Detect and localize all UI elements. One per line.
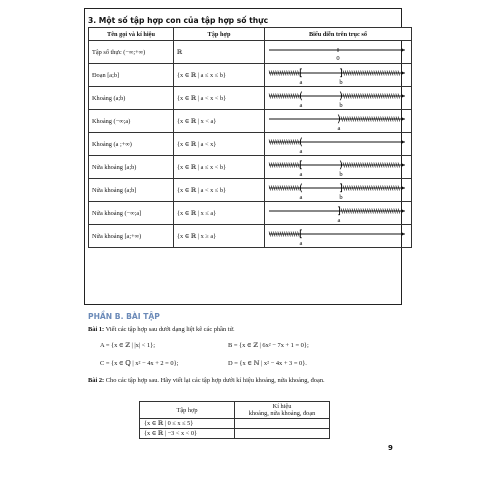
interval-bracket: ( — [299, 183, 303, 195]
interval-bracket: ] — [339, 183, 343, 195]
interval-bracket: ( — [299, 91, 303, 103]
table-row — [89, 41, 412, 64]
table-row — [89, 179, 412, 202]
number-line — [265, 202, 411, 224]
part-b-title: PHẦN B. BÀI TẬP — [88, 312, 160, 321]
axis-arrow — [401, 117, 405, 121]
row-name: Khoảng (−∞;a) — [89, 110, 174, 133]
bai2-label: Bài 2: — [88, 377, 105, 384]
row-set: {x ∈ ℝ | a ≤ x ≤ b} — [174, 64, 265, 87]
axis-point-label: b — [339, 79, 343, 86]
row-name: Tập số thực (−∞;+∞) — [89, 41, 174, 64]
axis-arrow — [401, 163, 405, 167]
axis-point-label: a — [299, 79, 303, 86]
row-name: Nửa khoảng (−∞;a] — [89, 202, 174, 225]
row-set: {x ∈ ℝ | a < x < b} — [174, 87, 265, 110]
row-set: {x ∈ ℝ | x < a} — [174, 110, 265, 133]
exercise-set-1: {x ∈ ℝ | 0 ≤ x ≤ 5} — [140, 419, 235, 429]
exercise-set-2: {x ∈ ℝ | −3 < x < 0} — [140, 429, 235, 439]
table-row — [89, 87, 412, 110]
row-axis — [265, 179, 412, 202]
number-line — [265, 133, 411, 155]
row-axis — [265, 133, 412, 156]
row-set: {x ∈ ℝ | x ≤ a} — [174, 202, 265, 225]
exercise-table — [139, 401, 330, 439]
axis-point-label: a — [337, 217, 341, 224]
bai2-line — [88, 377, 325, 384]
header-name: Tên gọi và kí hiệu — [89, 28, 174, 41]
axis-point-label: b — [339, 102, 343, 109]
number-line — [265, 179, 411, 201]
axis-point-label: a — [299, 102, 303, 109]
axis-point-label: a — [299, 171, 303, 178]
exercise-row — [140, 429, 330, 439]
number-line — [265, 41, 411, 63]
axis-arrow — [401, 71, 405, 75]
bai1-label: Bài 1: — [88, 326, 105, 333]
axis-arrow — [401, 209, 405, 213]
row-name: Nửa khoảng [a;+∞) — [89, 225, 174, 248]
row-name: Nửa khoảng (a;b] — [89, 179, 174, 202]
row-set: ℝ — [174, 41, 265, 64]
axis-point-label: a — [299, 194, 303, 201]
table-row — [89, 156, 412, 179]
interval-bracket: ) — [339, 160, 343, 172]
row-set: {x ∈ ℝ | x ≥ a} — [174, 225, 265, 248]
table-row — [89, 133, 412, 156]
number-line — [265, 64, 411, 86]
row-axis — [265, 64, 412, 87]
exercise-header-symbol-sub: khoảng, nửa khoảng, đoạn — [248, 410, 316, 417]
header-set: Tập hợp — [174, 28, 265, 41]
axis-point-label: a — [299, 240, 303, 247]
axis-arrow — [401, 232, 405, 236]
interval-bracket: ] — [337, 206, 341, 218]
table-header-row — [89, 28, 412, 41]
row-set: {x ∈ ℝ | a < x ≤ b} — [174, 179, 265, 202]
bai1-text: Viết các tập hợp sau dưới dạng liệt kê các phần tử. — [105, 326, 235, 333]
interval-bracket: ] — [339, 68, 343, 80]
row-set: {x ∈ ℝ | a ≤ x < b} — [174, 156, 265, 179]
row-axis — [265, 41, 412, 64]
number-line — [265, 87, 411, 109]
header-axis: Biểu diễn trên trục số — [265, 28, 412, 41]
interval-bracket: ( — [299, 137, 303, 149]
table-row — [89, 64, 412, 87]
row-axis — [265, 87, 412, 110]
table-row — [89, 202, 412, 225]
set-d: D = {x ∈ ℕ | x² − 4x + 3 = 0}. — [228, 360, 307, 367]
interval-bracket: ) — [339, 91, 343, 103]
exercise-answer-1[interactable] — [235, 419, 330, 429]
bai1-line — [88, 326, 235, 333]
axis-arrow — [401, 140, 405, 144]
row-name: Khoảng (a;b) — [89, 87, 174, 110]
set-c: C = {x ∈ ℚ | x² − 4x + 2 = 0}; — [100, 360, 179, 367]
exercise-row — [140, 419, 330, 429]
row-name: Nửa khoảng [a;b) — [89, 156, 174, 179]
set-b: B = {x ∈ ℤ | 6x² − 7x + 1 = 0}; — [228, 342, 309, 349]
interval-bracket: [ — [299, 68, 303, 80]
bai2-text: Cho các tập hợp sau. Hãy viết lại các tập hợp dưới kí hiệu khoảng, nửa khoảng, đoạn. — [105, 377, 325, 384]
axis-point-label: 0 — [336, 55, 340, 62]
axis-point-label: b — [339, 171, 343, 178]
row-axis — [265, 156, 412, 179]
interval-bracket: [ — [299, 160, 303, 172]
number-line — [265, 225, 411, 247]
axis-arrow — [401, 94, 405, 98]
row-set: {x ∈ ℝ | a < x} — [174, 133, 265, 156]
axis-point-label: b — [339, 194, 343, 201]
interval-bracket: [ — [299, 229, 303, 241]
row-axis — [265, 225, 412, 248]
axis-arrow — [401, 186, 405, 190]
exercise-header-set: Tập hợp — [140, 402, 235, 419]
row-axis — [265, 202, 412, 225]
row-name: Đoạn [a;b] — [89, 64, 174, 87]
page-number: 9 — [388, 444, 393, 452]
set-a: A = {x ∈ ℤ | |x| < 1}; — [100, 342, 155, 349]
exercise-answer-2[interactable] — [235, 429, 330, 439]
section-title: 3. Một số tập hợp con của tập hợp số thực — [88, 16, 269, 25]
axis-point-label: a — [299, 148, 303, 155]
table-row — [89, 110, 412, 133]
row-axis — [265, 110, 412, 133]
interval-bracket: ) — [337, 114, 341, 126]
exercise-header-symbol-title: Kí hiệu — [272, 403, 292, 410]
axis-point-label: a — [337, 125, 341, 132]
subsets-table — [88, 27, 412, 248]
row-name: Khoảng (a ;+∞) — [89, 133, 174, 156]
exercise-header-row — [140, 402, 330, 419]
number-line — [265, 110, 411, 132]
table-row — [89, 225, 412, 248]
exercise-header-symbol — [235, 402, 330, 419]
number-line — [265, 156, 411, 178]
axis-arrow — [401, 48, 405, 52]
